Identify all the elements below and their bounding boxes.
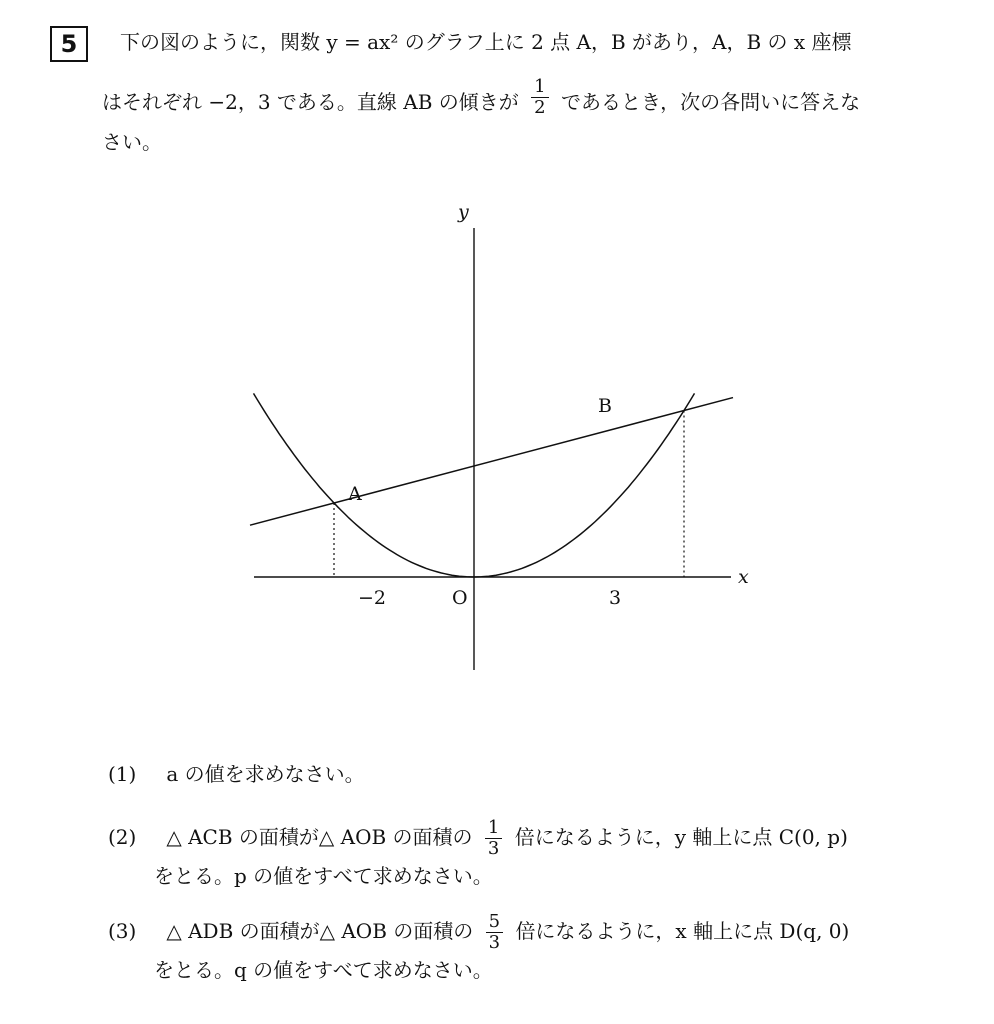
- slope-denominator: 2: [534, 97, 546, 118]
- question-3-number: (3): [108, 919, 137, 943]
- question-3-line-2: をとる。q の値をすべて求めなさい。: [154, 958, 493, 982]
- problem-number: 5: [50, 26, 88, 62]
- question-2-line-2: をとる。p の値をすべて求めなさい。: [154, 864, 493, 888]
- question-3-frac-den: 3: [488, 932, 501, 953]
- question-2-number: (2): [108, 825, 137, 849]
- y-axis-label: y: [458, 201, 469, 223]
- question-1-text: a の値を求めなさい。: [166, 762, 365, 786]
- tick-label-3: 3: [609, 587, 622, 609]
- question-3-fraction: [486, 912, 503, 953]
- question-2-text-b: 倍になるように，y 軸上に点 C(0, p): [514, 825, 848, 849]
- question-2-fraction: [485, 818, 502, 859]
- question-3-frac-num: 5: [486, 912, 503, 933]
- question-3-text-a: △ ADB の面積が△ AOB の面積の: [166, 919, 474, 943]
- origin-label: O: [452, 587, 468, 609]
- question-2-frac-num: 1: [485, 818, 502, 839]
- tick-label-neg2: −2: [358, 587, 387, 609]
- question-1-number: (1): [108, 762, 137, 786]
- question-2-frac-den: 3: [487, 838, 500, 859]
- question-3-text-b: 倍になるように，x 軸上に点 D(q, 0): [515, 919, 850, 943]
- point-a-label: A: [348, 483, 362, 505]
- intro-line-3: さい。: [102, 130, 162, 154]
- intro-line-1: 下の図のように，関数 y = ax² のグラフ上に 2 点 A，B があり，A，B の x 座標: [120, 30, 852, 54]
- x-axis-label: x: [738, 566, 749, 588]
- question-2: [108, 818, 848, 859]
- line-ab: [250, 398, 733, 526]
- intro-line-2a: はそれぞれ −2，3 である。直線 AB の傾きが: [102, 90, 519, 114]
- intro-line-2b: であるとき，次の各問いに答えな: [560, 90, 861, 114]
- question-2-text-a: △ ACB の面積が△ AOB の面積の: [166, 825, 473, 849]
- slope-numerator: 1: [531, 77, 548, 98]
- question-3: [108, 912, 849, 953]
- question-1: [108, 760, 365, 788]
- point-b-label: B: [598, 395, 612, 417]
